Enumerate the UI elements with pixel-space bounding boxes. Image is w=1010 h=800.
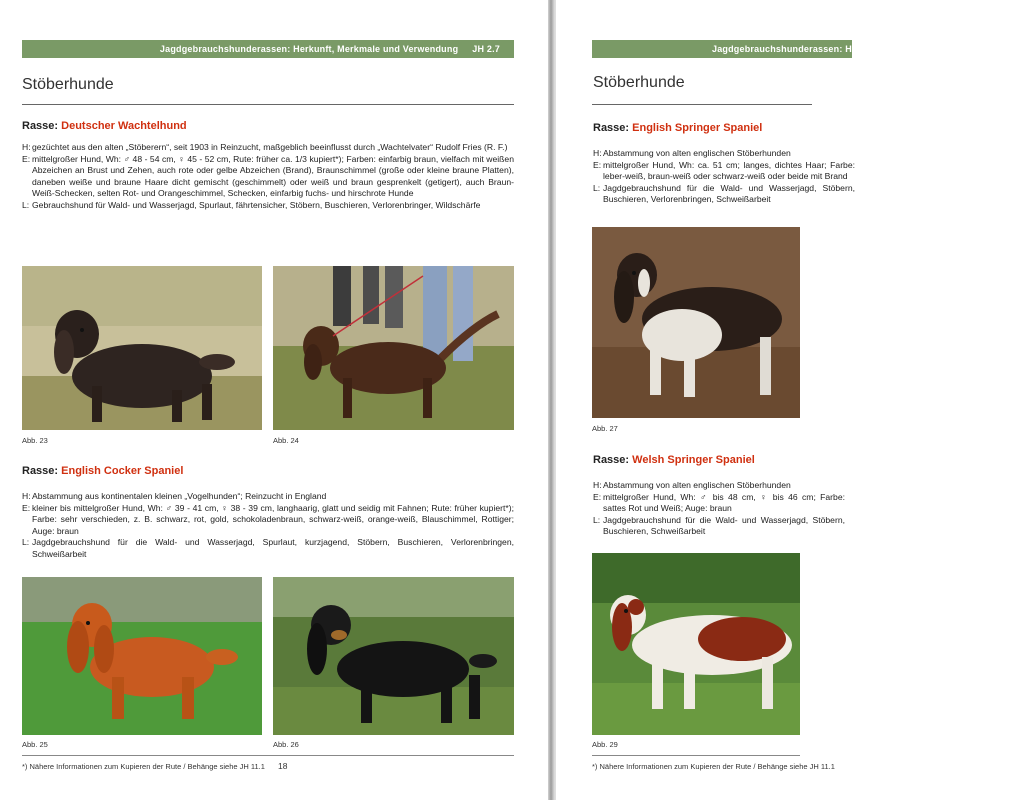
line-key: E: (22, 502, 31, 513)
figure-caption: Abb. 24 (273, 436, 299, 445)
breed-name: Deutscher Wachtelhund (61, 120, 187, 132)
line-text: Abstammung von alten englischen Stöberhunden (603, 148, 791, 158)
figure-caption: Abb. 26 (273, 740, 299, 749)
line-text: Gebrauchshund für Wald- und Wasserjagd, Spurlaut, fährtensicher, Stöbern, Buschieren, Verlorenbringer, Wildschärfe (32, 199, 481, 210)
dog-photo-wachtelhund-1 (22, 266, 262, 430)
breed-name: English Springer Spaniel (632, 122, 763, 134)
breed-description (22, 142, 514, 212)
line-text: Abstammung aus kontinentalen kleinen „Vogelhunden“; Reinzucht in England (32, 491, 327, 501)
line-text: kleiner bis mittelgroßer Hund, Wh: ♂ 39 - 41 cm, ♀ 38 - 39 cm, langhaarig, glatt und seidig mit Fahnen; Rute: früher kupiert*); Farbe: sehr verschieden, z. B. schwarz, rot, gold, schokoladenbraun, schwarz-weiß, orange-weiß, Blauschimmel, Rottiger; Auge: braun (32, 502, 514, 536)
description-line (22, 154, 514, 200)
rasse-label: Rasse: (22, 120, 59, 132)
dog-photo-wachtelhund-2 (273, 266, 514, 430)
line-text: mittelgroßer Hund, Wh: ♂ 48 - 54 cm, ♀ 45 - 52 cm, Rute: früher ca. 1/3 kupiert*); Farben: einfarbig braun, vielfach mit weißen Abzeichen an Brust und Zehen, auch rote oder gelbe Abzeichen (Brand), Braunschimmel (große oder kleine braune Platten), daneben weiße und braune Haare dicht gemischt (geschimmelt) oder weiß und braun gesprenkelt (getigert), auch Braun-Weiß-Schecken, selten Rot- und Orangeschimmel, Schecken, einfarbig fuchs- und hirschrote Hunde (32, 153, 514, 199)
description-line (22, 491, 514, 503)
line-text: Jagdgebrauchshund für die Wald- und Wasserjagd, Stöbern, Buschieren, Verlorenbringen, Schweißarbeit (603, 182, 855, 205)
footnote: *) Nähere Informationen zum Kupieren der Rute / Behänge siehe JH 11.1 (22, 762, 265, 771)
figure-caption: Abb. 29 (592, 740, 618, 749)
page-number: 18 (278, 761, 288, 771)
footer-divider (22, 755, 514, 756)
line-text: gezüchtet aus den alten „Stöberern“, seit 1903 in Reinzucht, maßgeblich beeinflusst durch „Wachtelvater“ Rudolf Fries (R. F.) (32, 142, 508, 152)
line-key: E: (593, 159, 602, 170)
line-key: H: (593, 480, 602, 490)
figure-caption: Abb. 27 (592, 424, 618, 433)
line-key: E: (22, 153, 31, 164)
breed-name: Welsh Springer Spaniel (632, 454, 755, 466)
line-key: L: (593, 182, 601, 193)
breed-heading-welsh-springer-spaniel (593, 454, 755, 466)
description-line (593, 148, 855, 160)
dog-photo-cocker-spaniel-2 (273, 577, 514, 735)
description-line (593, 480, 845, 492)
line-text: Abstammung von alten englischen Stöberhunden (603, 480, 791, 490)
breed-heading-deutscher-wachtelhund (22, 120, 187, 132)
page-header-bar (22, 40, 514, 58)
header-title: Jagdgebrauchshunderassen: Herkunft, Merkmale und Verwendung (712, 44, 1010, 54)
description-line (593, 515, 845, 538)
line-text: Jagdgebrauchshund für die Wald- und Wasserjagd, Spurlaut, kurzjagend, Stöbern, Buschieren, Verlorenbringen, Schweißarbeit (32, 537, 514, 559)
header-code: JH 2.7 (472, 44, 500, 54)
rasse-label: Rasse: (22, 465, 59, 477)
line-text: mittelgroßer Hund, Wh: ♂ bis 48 cm, ♀ bis 46 cm; Farbe: sattes Rot und Weiß; Auge: braun (603, 491, 845, 514)
line-key: L: (22, 199, 30, 210)
description-line (22, 503, 514, 538)
line-key: H: (22, 491, 31, 501)
breed-description (593, 148, 855, 206)
breed-name: English Cocker Spaniel (61, 465, 184, 477)
line-key: L: (22, 537, 30, 548)
description-line (593, 492, 845, 515)
breed-description (22, 491, 514, 561)
description-line (593, 160, 855, 183)
line-key: L: (593, 514, 601, 525)
dog-photo-cocker-spaniel-1 (22, 577, 262, 735)
figure-caption: Abb. 25 (22, 740, 48, 749)
title-divider (592, 104, 812, 105)
page-header-bar (592, 40, 1010, 58)
header-title: Jagdgebrauchshunderassen: Herkunft, Merkmale und Verwendung (159, 44, 459, 54)
rasse-label: Rasse: (593, 122, 630, 134)
description-line (22, 142, 514, 154)
description-line (593, 183, 855, 206)
right-page (556, 0, 1010, 800)
breed-heading-english-cocker-spaniel (22, 465, 183, 477)
description-line (22, 200, 514, 212)
breed-heading-english-springer-spaniel (593, 122, 762, 134)
section-title: Stöberhunde (593, 74, 685, 91)
dog-photo-english-springer-spaniel (592, 227, 800, 418)
footer-divider (592, 755, 800, 756)
footnote: *) Nähere Informationen zum Kupieren der Rute / Behänge siehe JH 11.1 (592, 762, 835, 771)
line-text: Jagdgebrauchshund für die Wald- und Wasserjagd, Stöbern, Buschieren, Schweißarbeit (603, 514, 845, 537)
rasse-label: Rasse: (593, 454, 630, 466)
title-divider (22, 104, 514, 105)
dog-photo-welsh-springer-spaniel (592, 553, 800, 735)
line-text: mittelgroßer Hund, Wh: ca. 51 cm; langes, dichtes Haar; Farbe: leber-weiß, braun-weiß oder schwarz-weiß oder beide mit Brand (603, 159, 855, 182)
figure-caption: Abb. 23 (22, 436, 48, 445)
description-line (22, 537, 514, 560)
section-title: Stöberhunde (22, 76, 114, 93)
line-key: H: (593, 148, 602, 158)
breed-description (593, 480, 845, 538)
line-key: H: (22, 142, 31, 152)
line-key: E: (593, 491, 602, 502)
